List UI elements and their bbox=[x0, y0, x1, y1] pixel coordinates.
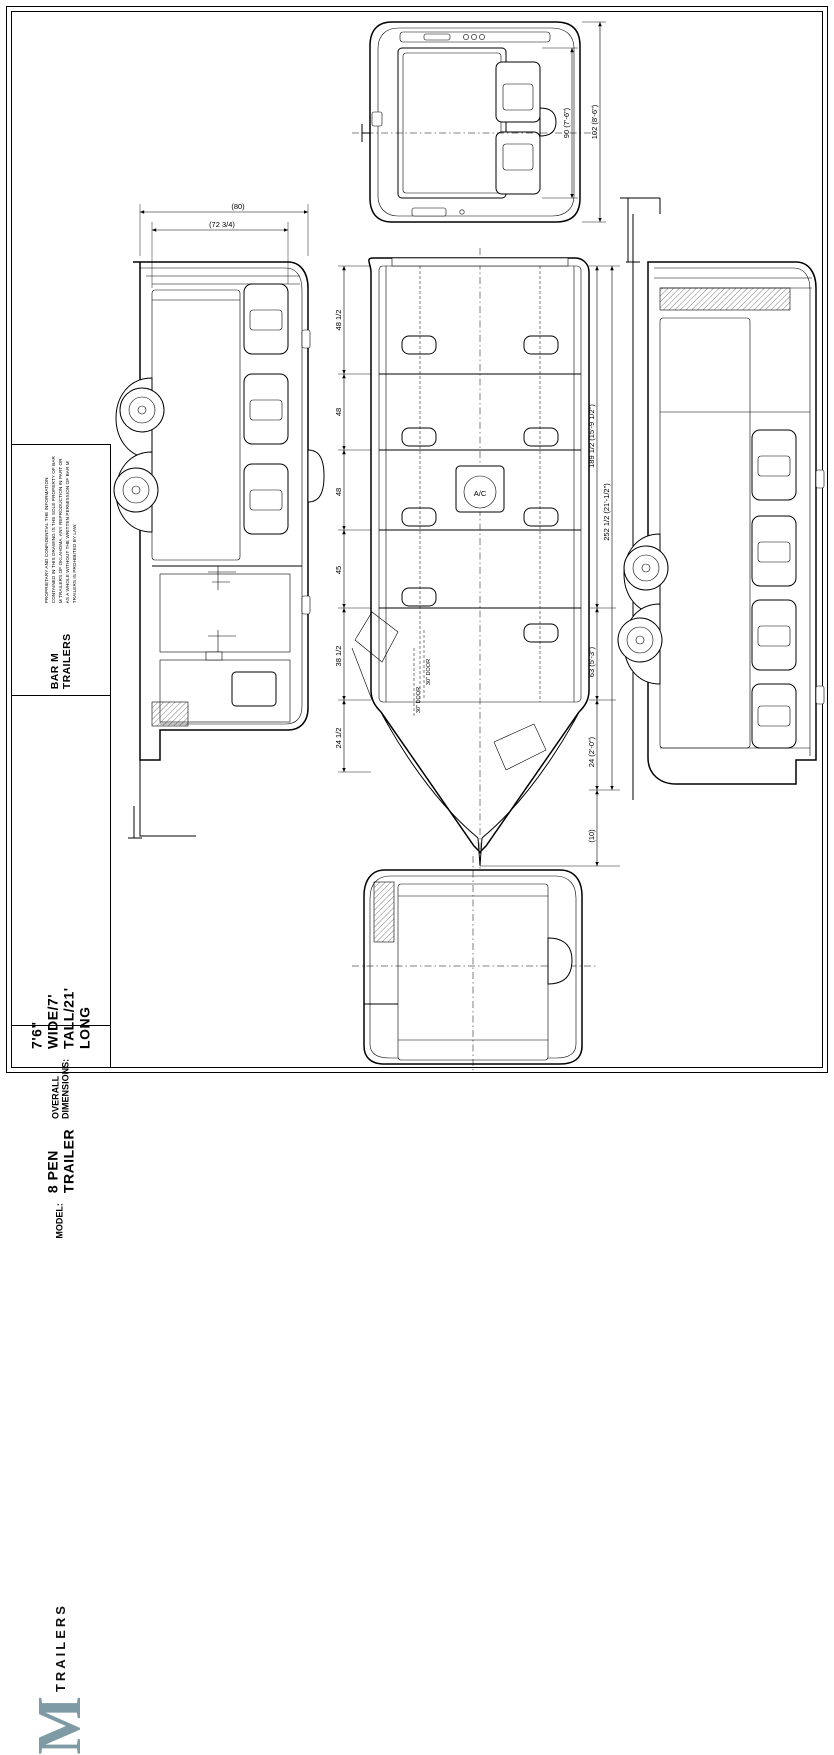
dim-left-80: (80) bbox=[231, 202, 245, 211]
view-left-side bbox=[114, 202, 324, 838]
dim-plan-48-a: 48 bbox=[334, 407, 343, 417]
dim-front-102: 102 (8'-6") bbox=[590, 104, 599, 140]
view-plan bbox=[334, 198, 660, 876]
view-right-side bbox=[618, 262, 824, 784]
note-door-b: 30" DOOR bbox=[416, 686, 422, 714]
dim-left-72-34: (72 3/4) bbox=[209, 220, 235, 229]
legal-notice: PROPRIETARY AND CONFIDENTIAL THE INFORMATION CONTAINED IN THIS DRAWING IS THE SOLE PROPERTY OF BAR M TRAILERS OF OKLAHOMA. ANY REPRODUCTION IN PART OR AS A WHOLE WITHOUT THE WRITTEN PERMISSION OF BAR M TRAILERS IS PROHIBITED BY LAW. bbox=[43, 455, 77, 603]
title-block bbox=[11, 444, 111, 1755]
title-block-model bbox=[11, 696, 111, 1239]
model-label: MODEL: bbox=[55, 1203, 66, 1239]
overall-dimensions-value: 7'6" WIDE/7' TALL/21' LONG bbox=[29, 987, 93, 1049]
dim-plan-48-1-2: 48 1/2 bbox=[334, 309, 343, 331]
note-door-a: 30" DOOR bbox=[426, 658, 432, 686]
model-name: 8 PEN TRAILER bbox=[45, 1128, 77, 1194]
dim-plan-38-1-2: 38 1/2 bbox=[334, 645, 343, 667]
label-ac-unit: A/C bbox=[473, 489, 487, 498]
dim-front-90: 90 (7'-6") bbox=[562, 107, 571, 139]
view-front bbox=[352, 22, 606, 222]
dim-plan-48-b: 48 bbox=[334, 487, 343, 497]
logo-wordmark: TRAILERS bbox=[53, 1603, 69, 1693]
overall-dimensions-label: OVERALL DIMENSIONS: bbox=[51, 1058, 71, 1119]
dim-plan-63: 63 (5'-3") bbox=[587, 646, 596, 678]
dim-plan-10: (10) bbox=[587, 829, 596, 843]
bar-m-logo-icon: M bbox=[26, 1696, 95, 1755]
dim-plan-189-1-2: 189 1/2 (15'-9 1/2") bbox=[587, 404, 596, 468]
dim-plan-252-1-2: 252 1/2 (21'-1/2") bbox=[602, 483, 611, 541]
title-block-legal bbox=[11, 444, 111, 696]
dim-plan-24: 24 (2'-0") bbox=[587, 736, 596, 768]
view-rear bbox=[352, 856, 598, 1072]
dim-plan-45: 45 bbox=[334, 565, 343, 575]
company-name: BAR M TRAILERS bbox=[48, 633, 73, 689]
dim-plan-24-1-2: 24 1/2 bbox=[334, 727, 343, 749]
